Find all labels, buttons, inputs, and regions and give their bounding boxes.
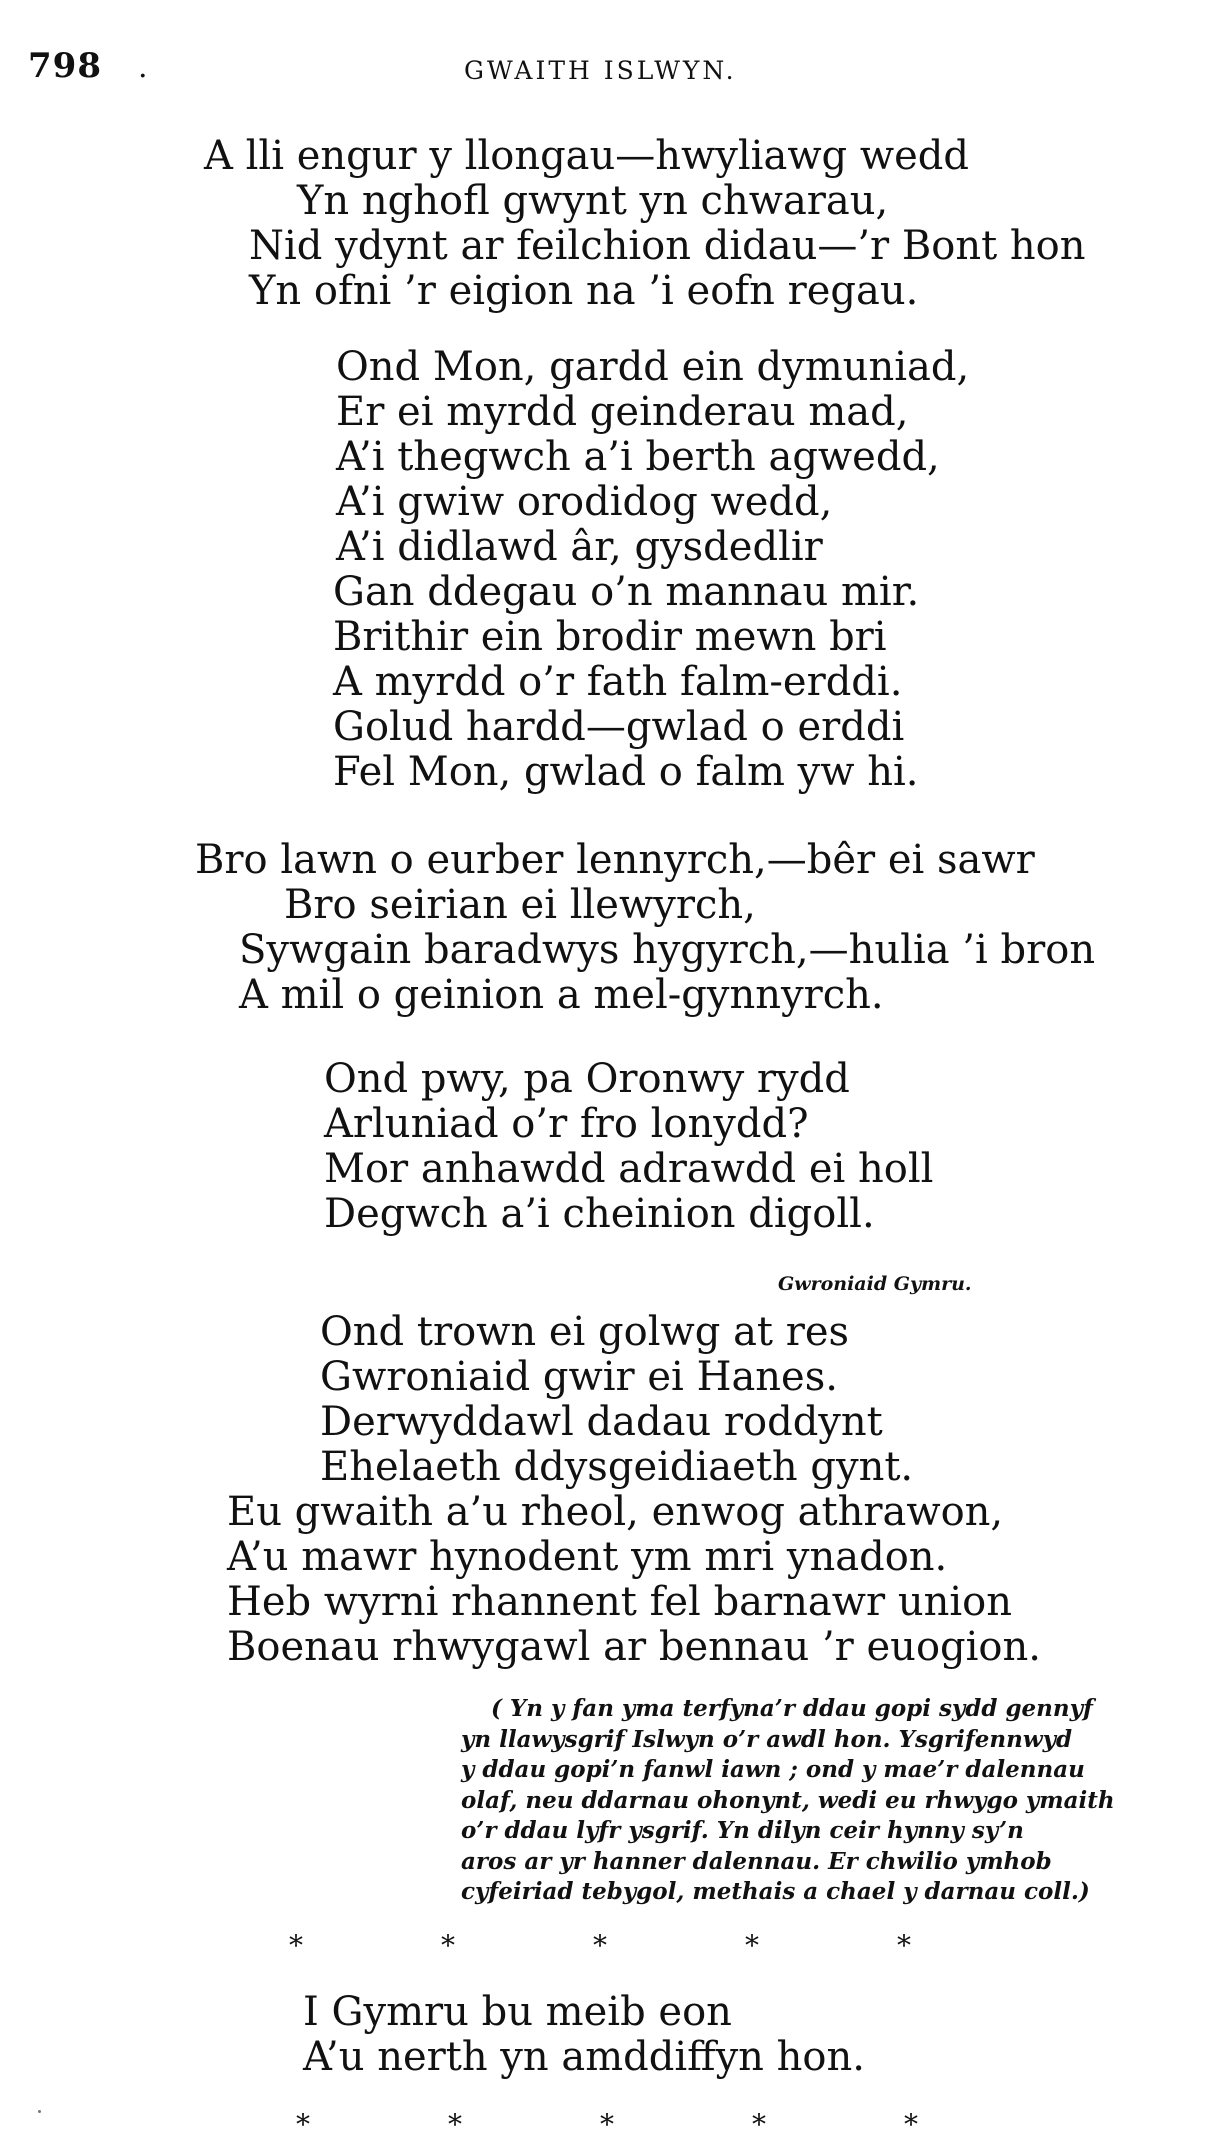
poem-line: A lli engur y llongau—hwyliawg wedd	[204, 133, 969, 179]
asterisk: *	[897, 1929, 911, 1962]
note-line: aros ar yr hanner dalennau. Er chwilio ymhob	[461, 1847, 1052, 1875]
poem-line: Bro seirian ei llewyrch,	[284, 882, 756, 928]
running-header: GWAITH ISLWYN.	[464, 56, 737, 85]
poem-line: A mil o geinion a mel-gynnyrch.	[239, 972, 884, 1018]
asterisk: *	[448, 2108, 462, 2141]
asterisk: *	[600, 2108, 614, 2141]
note-line: y ddau gopi’n fanwl iawn ; ond y mae’r dalennau	[461, 1756, 1085, 1783]
asterisk-divider	[296, 2108, 1056, 2141]
asterisk: *	[904, 2108, 918, 2141]
asterisk: *	[441, 1929, 455, 1962]
poem-line: Eu gwaith a’u rheol, enwog athrawon,	[227, 1489, 1004, 1535]
poem-line: Boenau rhwygawl ar bennau ’r euogion.	[227, 1624, 1041, 1670]
poem-line: Fel Mon, gwlad o falm yw hi.	[333, 749, 919, 795]
poem-line: Ond trown ei golwg at res	[320, 1309, 850, 1355]
poem-line: Ond Mon, gardd ein dymuniad,	[336, 344, 970, 390]
asterisk: *	[752, 2108, 766, 2141]
poem-line: A’u mawr hynodent ym mri ynadon.	[227, 1534, 948, 1580]
poem-line: Gwroniaid gwir ei Hanes.	[320, 1354, 838, 1400]
note-line: cyfeiriad tebygol, methais a chael y darnau coll.)	[461, 1878, 1090, 1905]
poem-line: Er ei myrdd geinderau mad,	[336, 389, 909, 435]
page-number: 798	[28, 46, 102, 86]
poem-line: Degwch a’i cheinion digoll.	[324, 1191, 875, 1237]
print-speck	[38, 2110, 41, 2113]
poem-line: Gan ddegau o’n mannau mir.	[333, 569, 920, 615]
note-line: o’r ddau lyfr ysgrif. Yn dilyn ceir hynny sy’n	[461, 1817, 1024, 1844]
poem-line: A’i gwiw orodidog wedd,	[336, 479, 833, 525]
note-line: olaf, neu ddarnau ohonynt, wedi eu rhwygo ymaith	[461, 1786, 1115, 1814]
poem-line: I Gymru bu meib eon	[303, 1989, 732, 2035]
asterisk: *	[289, 1929, 303, 1962]
editor-note	[461, 1694, 1183, 1908]
poem-line: Ond pwy, pa Oronwy rydd	[324, 1056, 850, 1102]
poem-line: Derwyddawl dadau roddynt	[320, 1399, 883, 1445]
header-dot: .	[138, 50, 148, 85]
poem-line: Sywgain baradwys hygyrch,—hulia ’i bron	[239, 927, 1096, 973]
note-line: ( Yn y fan yma terfyna’r ddau gopi sydd gennyf	[491, 1695, 1093, 1722]
section-heading: Gwroniaid Gymru.	[778, 1273, 972, 1295]
poem-line: Mor anhawdd adrawdd ei holl	[324, 1146, 934, 1192]
asterisk: *	[296, 2108, 310, 2141]
poem-line: Golud hardd—gwlad o erddi	[333, 704, 905, 750]
asterisk: *	[593, 1929, 607, 1962]
poem-line: A’i thegwch a’i berth agwedd,	[336, 434, 940, 480]
asterisk-divider	[289, 1929, 1049, 1962]
poem-line: Yn nghofl gwynt yn chwarau,	[297, 178, 889, 224]
poem-line: A myrdd o’r fath falm-erddi.	[333, 659, 903, 705]
poem-line: Arluniad o’r fro lonydd?	[324, 1101, 809, 1147]
poem-line: Brithir ein brodir mewn bri	[333, 614, 887, 660]
poem-line: Nid ydynt ar feilchion didau—’r Bont hon	[249, 223, 1086, 269]
poem-line: Ehelaeth ddysgeidiaeth gynt.	[320, 1444, 914, 1490]
poem-line: Heb wyrni rhannent fel barnawr union	[227, 1579, 1012, 1625]
poem-line: A’i didlawd âr, gysdedlir	[336, 524, 823, 570]
poem-line: A’u nerth yn amddiffyn hon.	[303, 2034, 865, 2080]
asterisk: *	[745, 1929, 759, 1962]
poem-line: Yn ofni ’r eigion na ’i eofn regau.	[249, 268, 919, 314]
poem-line: Bro lawn o eurber lennyrch,—bêr ei sawr	[195, 837, 1035, 883]
note-line: yn llawysgrif Islwyn o’r awdl hon. Ysgrifennwyd	[461, 1725, 1073, 1753]
